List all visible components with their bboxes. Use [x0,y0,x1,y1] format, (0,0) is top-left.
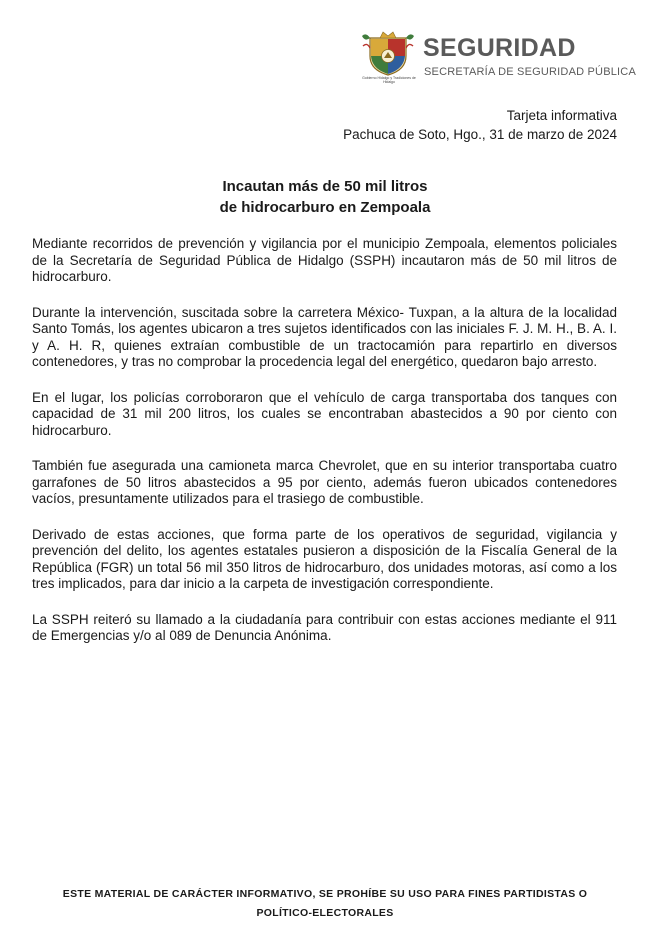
seal-graphic [360,30,416,76]
article-body [32,236,617,664]
agency-subtitle: SECRETARÍA DE SEGURIDAD PÚBLICA [424,66,636,78]
letterhead [360,30,636,90]
dateline [343,106,617,144]
disclaimer-line-2: POLÍTICO-ELECTORALES [256,907,394,919]
headline [0,176,650,218]
paragraph: También fue asegurada una camioneta marca Chevrolet, que en su interior transportaba cuatro garrafones de 50 litros abastecidos a 95 por ciento, además fueron ubicados contenedores vacíos, presuntamente utilizados para el trasiego de combustible. [32,458,617,506]
seal-caption: Gobierno Hidalgo y Tradiciones de Hidalgo [362,76,416,84]
paragraph: En el lugar, los policías corroboraron que el vehículo de carga transportaba dos tanques con capacidad de 31 mil 200 litros, los cuales se encontraban abastecidos a 90 por ciento con hidrocarburo. [32,389,617,438]
coat-of-arms-icon [360,30,416,88]
disclaimer-footer [0,885,650,923]
document-type: Tarjeta informativa [506,108,617,123]
paragraph: Mediante recorridos de prevención y vigilancia por el municipio Zempoala, elementos policiales de la Secretaría de Seguridad Pública de Hidalgo (SSPH) incautaron más de 50 mil litros de hidrocarburo. [32,236,617,284]
headline-line-2: de hidrocarburo en Zempoala [219,199,431,216]
disclaimer-line-1: ESTE MATERIAL DE CARÁCTER INFORMATIVO, SE PROHÍBE SU USO PARA FINES PARTIDISTAS O [62,888,588,900]
paragraph: La SSPH reiteró su llamado a la ciudadanía para contribuir con estas acciones mediante el 911 de Emergencias y/o al 089 de Denuncia Anónima. [32,611,617,643]
agency-title: SEGURIDAD [423,34,576,62]
headline-line-1: Incautan más de 50 mil litros [222,178,428,195]
paragraph: Durante la intervención, suscitada sobre la carretera México- Tuxpan, a la altura de la localidad Santo Tomás, los agentes ubicaron a tres sujetos identificados con las iniciales F. J. M. H., B. A. I. y A. H. R, quienes extraían combustible de un tractocamión para repartirlo en diversos contenedores, y tras no comprobar la procedencia legal del energético, quedaron bajo arresto. [32,304,617,369]
place-and-date: Pachuca de Soto, Hgo., 31 de marzo de 2024 [343,127,617,142]
paragraph: Derivado de estas acciones, que forma parte de los operativos de seguridad, vigilancia y prevención del delito, los agentes estatales pusieron a disposición de la Fiscalía General de la República (FGR) un total 56 mil 350 litros de hidrocarburo, dos unidades motoras, así como a los tres implicados, para dar inicio a la carpeta de investigación correspondiente. [32,526,617,591]
